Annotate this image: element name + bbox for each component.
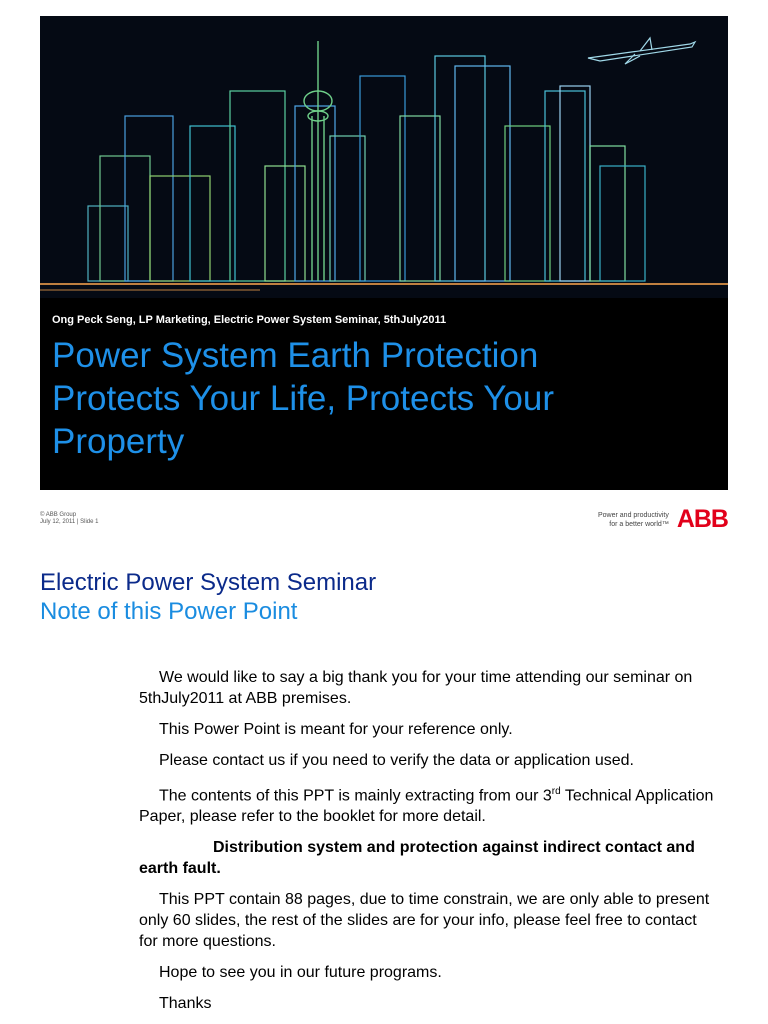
slide-title-line: Power System Earth Protection (52, 336, 539, 375)
slide-title-line: Property (52, 422, 185, 461)
notes-heading (40, 568, 376, 626)
paragraph: This Power Point is meant for your reference only. (159, 721, 513, 738)
paragraph-part: The contents of this PPT is mainly extracting from our 3 (159, 787, 552, 805)
building (455, 66, 510, 281)
brand-footer (598, 505, 728, 534)
building (435, 56, 485, 281)
building (545, 91, 585, 281)
building (190, 126, 235, 281)
skyline-graphic (40, 16, 728, 298)
building (295, 106, 335, 281)
title-slide (40, 16, 728, 490)
building (360, 76, 405, 281)
slide-title-line: Protects Your Life, Protects Your (52, 379, 554, 418)
superscript: rd (551, 786, 561, 797)
slide-title (52, 334, 712, 463)
tagline-line: for a better world™ (609, 520, 669, 528)
building (88, 206, 128, 281)
city-skyline-illustration (40, 16, 728, 298)
paragraph-part: Technical Application Paper, please refer to the booklet for more detail. (139, 787, 714, 826)
paragraph: This PPT contain 88 pages, due to time constrain, we are only able to present only 60 slides, the rest of the slides are for your info, please feel free to contact for more questions. (139, 891, 710, 951)
slide-footer-info (40, 512, 99, 526)
building (150, 176, 210, 281)
bold-paragraph: Distribution system and protection against indirect contact and earth fault. (139, 839, 695, 878)
building (400, 116, 440, 281)
presenter-line: Ong Peck Seng, LP Marketing, Electric Power System Seminar, 5thJuly2011 (52, 314, 447, 326)
tv-tower (304, 41, 332, 281)
tagline (598, 511, 669, 529)
paragraph: Thanks (159, 995, 212, 1013)
notes-heading-subtitle: Note of this Power Point (40, 598, 298, 625)
airplane-icon (588, 38, 695, 64)
paragraph (139, 781, 719, 827)
date-slide-text: July 12, 2011 | Slide 1 (40, 519, 99, 525)
tagline-line: Power and productivity (598, 511, 669, 519)
building (125, 116, 173, 281)
notes-body (139, 667, 719, 1024)
paragraph: Please contact us if you need to verify the data or application used. (159, 752, 634, 769)
paragraph: We would like to say a big thank you for your time attending our seminar on 5thJuly2011 at ABB premises. (139, 669, 693, 707)
notes-heading-title: Electric Power System Seminar (40, 569, 377, 596)
building (505, 126, 550, 281)
building (600, 166, 645, 281)
paragraph: Hope to see you in our future programs. (159, 964, 442, 982)
building (230, 91, 285, 281)
abb-logo: ABB (676, 505, 728, 533)
copyright-text: © ABB Group (40, 512, 77, 518)
